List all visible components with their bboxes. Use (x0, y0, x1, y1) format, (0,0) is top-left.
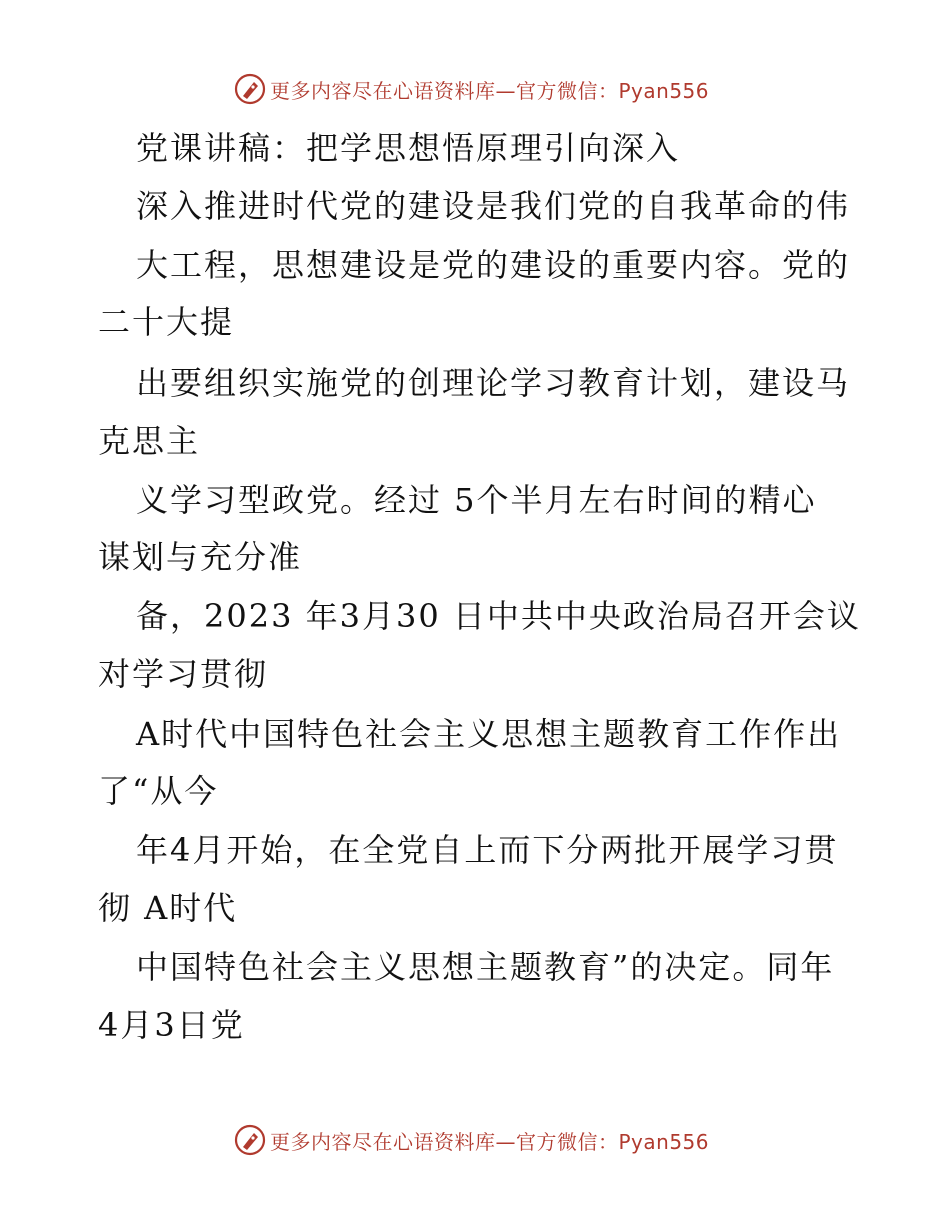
document-title: 党课讲稿：把学思想悟原理引向深入 (136, 129, 681, 167)
pen-nib-logo-icon (234, 1124, 266, 1156)
text-line: 深入推进时代党的建设是我们党的自我革命的伟 (136, 187, 851, 225)
pen-nib-logo-icon (234, 73, 266, 105)
text-line: 4月3日党 (98, 1006, 245, 1044)
text-line: 出要组织实施党的创理论学习教育计划，建设马 (136, 364, 851, 402)
text-line: 义学习型政党。经过 5个半月左右时间的精心 (136, 481, 817, 519)
footer-watermark (234, 1123, 709, 1157)
text-line: 年4月开始，在全党自上而下分两批开展学习贯 (136, 831, 839, 869)
text-line: 中国特色社会主义思想主题教育”的决定。同年 (136, 948, 835, 986)
text-line: 对学习贯彻 (98, 655, 269, 693)
text-line: 克思主 (98, 422, 201, 460)
text-line: 谋划与充分准 (98, 538, 303, 576)
text-line: 了“从今 (98, 772, 219, 810)
footer-watermark-text: 更多内容尽在心语资料库—官方微信：Pyan556 (270, 1129, 710, 1154)
header-watermark-text: 更多内容尽在心语资料库—官方微信：Pyan556 (270, 78, 710, 103)
text-line: 备，2023 年3月30 日中共中央政治局召开会议 (136, 597, 861, 635)
header-watermark (234, 72, 709, 106)
text-line: 彻 A时代 (98, 889, 238, 927)
text-line: 二十大提 (98, 303, 235, 341)
text-line: 大工程，思想建设是党的建设的重要内容。党的 (136, 246, 851, 284)
text-line: A时代中国特色社会主义思想主题教育工作作出 (136, 715, 842, 753)
